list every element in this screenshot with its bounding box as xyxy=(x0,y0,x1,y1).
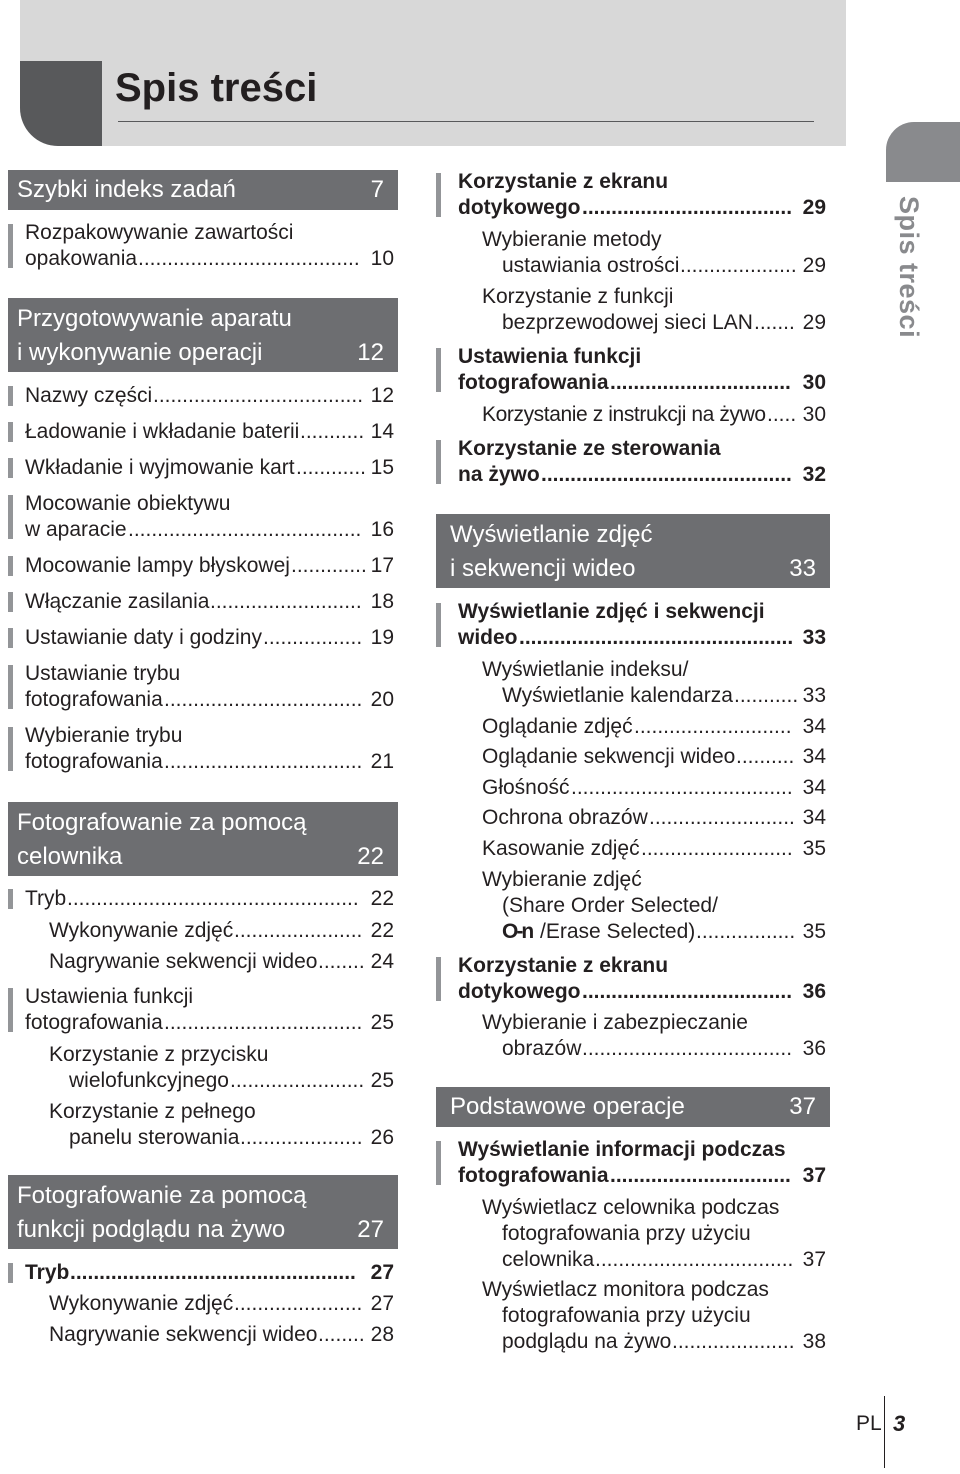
entry-page: 36 xyxy=(802,1037,826,1060)
toc-subentry[interactable] xyxy=(436,402,826,428)
toc-subentry[interactable] xyxy=(436,1195,826,1273)
entry-page: 28 xyxy=(370,1323,394,1346)
entry-leader: ....................... xyxy=(230,1069,365,1092)
entry-page: 29 xyxy=(802,254,826,277)
entry-title: Wybieranie metody xyxy=(482,228,662,251)
entry-leader: ................................................. xyxy=(70,1261,356,1284)
entry-title: Mocowanie obiektywu xyxy=(25,492,231,515)
entry-leader: .................................... xyxy=(582,980,793,1003)
entry-leader: ........................................... xyxy=(541,463,792,486)
entry-leader: ..................... xyxy=(240,1126,363,1149)
entry-page: 29 xyxy=(802,311,826,334)
protect-key-icon: O-n xyxy=(502,920,533,943)
entry-page: 38 xyxy=(802,1330,826,1353)
entry-title: Korzystanie z instrukcji na żywo xyxy=(482,403,766,426)
entry-bar xyxy=(8,628,13,648)
entry-bar xyxy=(8,665,13,709)
entry-title: Ładowanie i wkładanie baterii xyxy=(25,420,300,443)
entry-title: Ustawienia funkcji xyxy=(25,985,194,1008)
entry-leader: ................. xyxy=(263,626,363,649)
page-title: Spis treści xyxy=(115,66,318,110)
entry-title-line2: wideo xyxy=(458,626,518,649)
toc-subentry[interactable] xyxy=(436,744,826,770)
section-title-line2: celownika xyxy=(17,843,123,870)
entry-title-line2: w aparacie xyxy=(25,518,127,541)
entry-page: 26 xyxy=(370,1126,394,1149)
entry-title: Korzystanie z przycisku xyxy=(49,1043,269,1066)
entry-page: 22 xyxy=(370,919,394,942)
section-title: Przygotowywanie aparatu xyxy=(17,305,292,332)
entry-leader: ............................................... xyxy=(519,626,794,649)
entry-bar xyxy=(8,988,13,1032)
entry-leader: .................................... xyxy=(582,1037,793,1060)
toc-entry[interactable] xyxy=(436,599,826,651)
entry-bar xyxy=(436,440,441,484)
entry-title: Mocowanie lampy błyskowej xyxy=(25,554,290,577)
toc-entry[interactable] xyxy=(8,723,394,775)
entry-title-line2: panelu sterowania xyxy=(69,1126,240,1149)
section-page: 22 xyxy=(357,843,384,870)
entry-title: Nagrywanie sekwencji wideo xyxy=(49,1323,318,1346)
entry-page: 25 xyxy=(370,1069,394,1092)
footer-page-number: 3 xyxy=(893,1411,906,1436)
section-title: Fotografowanie za pomocą xyxy=(17,809,307,836)
section-page: 7 xyxy=(370,176,384,203)
entry-title-line2: fotografowania xyxy=(25,1011,163,1034)
entry-title-line2: obrazów xyxy=(502,1037,582,1060)
entry-leader: ..... xyxy=(767,403,797,426)
entry-title: Wyświetlacz celownika podczas xyxy=(482,1196,780,1219)
toc-section[interactable] xyxy=(436,514,830,588)
entry-title: Kasowanie zdjęć xyxy=(482,837,640,860)
toc-entry[interactable] xyxy=(436,169,826,221)
entry-leader: ............ xyxy=(296,456,367,479)
entry-page: 18 xyxy=(370,590,394,613)
entry-page: 21 xyxy=(370,750,394,773)
entry-title: Nazwy części xyxy=(25,384,153,407)
entry-title: Wyświetlacz monitora podczas xyxy=(482,1278,769,1301)
section-page: 33 xyxy=(789,555,816,582)
entry-title-line2: (Share Order Selected/ xyxy=(502,894,718,917)
entry-title: Wykonywanie zdjęć xyxy=(49,919,234,942)
toc-section[interactable] xyxy=(8,170,398,210)
entry-title-line2: ustawiania ostrości xyxy=(502,254,680,277)
toc-entry[interactable] xyxy=(436,1137,826,1189)
entry-title: Tryb xyxy=(25,887,67,910)
side-tab xyxy=(886,122,960,182)
entry-leader: ......................... xyxy=(649,806,795,829)
entry-title: Wybieranie i zabezpieczanie xyxy=(482,1011,748,1034)
section-title: Szybki indeks zadań xyxy=(17,176,236,203)
entry-page: 30 xyxy=(802,371,826,394)
entry-title-line2: wielofunkcyjnego xyxy=(69,1069,229,1092)
entry-title: Nagrywanie sekwencji wideo xyxy=(49,950,318,973)
entry-title-line2: fotografowania xyxy=(458,371,609,394)
entry-bar xyxy=(8,1263,13,1283)
entry-page: 34 xyxy=(802,806,826,829)
toc-entry[interactable] xyxy=(8,419,394,445)
entry-title: Wybieranie trybu xyxy=(25,724,183,747)
entry-title-line2: dotykowego xyxy=(458,196,581,219)
entry-leader: ............. xyxy=(291,554,367,577)
entry-page: 35 xyxy=(802,920,826,943)
entry-bar xyxy=(8,556,13,576)
entry-bar xyxy=(436,348,441,392)
entry-leader: ................. xyxy=(696,920,796,943)
entry-page: 25 xyxy=(370,1011,394,1034)
toc-entry[interactable] xyxy=(436,344,826,396)
entry-page: 34 xyxy=(802,776,826,799)
entry-title-line2: fotografowania przy użyciu xyxy=(502,1222,751,1245)
entry-page: 36 xyxy=(802,980,826,1003)
entry-title-line2: bezprzewodowej sieci LAN xyxy=(502,311,753,334)
entry-title: Wkładanie i wyjmowanie kart xyxy=(25,456,295,479)
entry-bar xyxy=(436,1141,441,1185)
section-title: Podstawowe operacje xyxy=(450,1093,685,1120)
entry-leader: ............................... xyxy=(610,1164,791,1187)
entry-title: Ustawianie trybu xyxy=(25,662,181,685)
entry-page: 20 xyxy=(370,688,394,711)
entry-title: Korzystanie z ekranu xyxy=(458,170,669,193)
entry-title: Ustawianie daty i godziny xyxy=(25,626,262,649)
entry-title: Korzystanie ze sterowania xyxy=(458,437,721,460)
entry-page: 33 xyxy=(802,684,826,707)
toc-subentry[interactable] xyxy=(8,1322,394,1348)
toc-entry[interactable] xyxy=(8,383,394,409)
footer-language: PL xyxy=(856,1412,882,1435)
entry-page: 33 xyxy=(802,626,826,649)
toc-section[interactable] xyxy=(8,802,398,876)
toc-entry[interactable] xyxy=(8,625,394,651)
toc-subentry[interactable] xyxy=(436,714,826,740)
entry-title-line2: na żywo xyxy=(458,463,540,486)
entry-title: Oglądanie sekwencji wideo xyxy=(482,745,736,768)
entry-leader: ..................... xyxy=(672,1330,795,1353)
entry-page: 37 xyxy=(802,1248,826,1271)
entry-leader: ...................... xyxy=(234,919,363,942)
toc-section[interactable] xyxy=(436,1087,830,1127)
entry-page: 34 xyxy=(802,745,826,768)
entry-leader: .................................... xyxy=(582,196,793,219)
title-rule xyxy=(118,121,814,122)
entry-page: 14 xyxy=(370,420,394,443)
entry-title-line3: podglądu na żywo xyxy=(502,1330,672,1353)
entry-page: 27 xyxy=(370,1261,394,1284)
toc-entry[interactable] xyxy=(436,436,826,488)
entry-leader: .......... xyxy=(736,745,795,768)
toc-subentry[interactable] xyxy=(8,1291,394,1317)
section-page: 37 xyxy=(789,1093,816,1120)
entry-bar xyxy=(8,422,13,442)
entry-leader: ............................... xyxy=(610,371,791,394)
toc-entry[interactable] xyxy=(8,455,394,481)
entry-title: Głośność xyxy=(482,776,570,799)
entry-page: 19 xyxy=(370,626,394,649)
entry-title: Wyświetlanie indeksu/ xyxy=(482,658,689,681)
entry-page: 22 xyxy=(370,887,394,910)
entry-bar xyxy=(8,727,13,771)
entry-leader: .................................................. xyxy=(67,887,359,910)
toc-entry[interactable] xyxy=(436,953,826,1005)
toc-subentry[interactable] xyxy=(436,1277,826,1355)
entry-title-line2: fotografowania xyxy=(25,750,163,773)
section-title-line2: i wykonywanie operacji xyxy=(17,339,263,366)
entry-page: 24 xyxy=(370,950,394,973)
entry-title: Ochrona obrazów xyxy=(482,806,648,829)
entry-leader: ...................................... xyxy=(571,776,793,799)
section-page: 12 xyxy=(357,339,384,366)
toc-subentry[interactable] xyxy=(8,1042,394,1094)
entry-leader: ........... xyxy=(300,420,365,443)
entry-title-line2: opakowania xyxy=(25,247,138,270)
toc-subentry[interactable] xyxy=(436,867,826,945)
toc-subentry[interactable] xyxy=(8,949,394,975)
entry-bar xyxy=(8,592,13,612)
entry-title: Oglądanie zdjęć xyxy=(482,715,633,738)
entry-leader: .................................. xyxy=(164,750,363,773)
entry-bar xyxy=(8,889,13,909)
entry-bar xyxy=(436,603,441,647)
toc-subentry[interactable] xyxy=(436,657,826,709)
entry-page: 29 xyxy=(802,196,826,219)
toc-subentry[interactable] xyxy=(436,284,826,336)
entry-title-line2: Wyświetlanie kalendarza xyxy=(502,684,733,707)
toc-entry[interactable] xyxy=(8,220,394,272)
entry-title: Wyświetlanie informacji podczas xyxy=(458,1138,786,1161)
entry-leader: ........ xyxy=(318,950,365,973)
entry-title: Korzystanie z pełnego xyxy=(49,1100,256,1123)
toc-entry[interactable] xyxy=(8,491,394,543)
toc-subentry[interactable] xyxy=(8,918,394,944)
entry-leader: ........... xyxy=(734,684,799,707)
entry-leader: ........................... xyxy=(634,715,792,738)
toc-subentry[interactable] xyxy=(436,836,826,862)
entry-title: Wykonywanie zdjęć xyxy=(49,1292,234,1315)
entry-leader: .................................... xyxy=(153,384,364,407)
entry-leader: .................................. xyxy=(164,688,363,711)
entry-leader: .................................. xyxy=(595,1248,794,1271)
entry-page: 35 xyxy=(802,837,826,860)
entry-title-line2: dotykowego xyxy=(458,980,581,1003)
entry-title: Włączanie zasilania xyxy=(25,590,210,613)
toc-entry[interactable] xyxy=(8,984,394,1036)
section-title: Fotografowanie za pomocą xyxy=(17,1182,307,1209)
entry-title: Wybieranie zdjęć xyxy=(482,868,642,891)
toc-subentry[interactable] xyxy=(436,1010,826,1062)
section-title-line2: funkcji podglądu na żywo xyxy=(17,1216,286,1243)
entry-bar xyxy=(8,386,13,406)
entry-leader: .................................. xyxy=(164,1011,363,1034)
entry-page: 15 xyxy=(370,456,394,479)
entry-page: 34 xyxy=(802,715,826,738)
entry-page: 32 xyxy=(802,463,826,486)
entry-bar xyxy=(8,495,13,539)
side-label: Spis treści xyxy=(894,196,924,339)
entry-leader: ........ xyxy=(318,1323,365,1346)
entry-leader: .......................... xyxy=(210,590,362,613)
toc-section[interactable] xyxy=(8,298,398,372)
entry-leader: ...................................... xyxy=(138,247,360,270)
toc-subentry[interactable] xyxy=(436,805,826,831)
entry-title: Tryb xyxy=(25,1261,70,1284)
entry-bar xyxy=(8,224,13,268)
entry-leader: ....... xyxy=(754,311,795,334)
entry-title-line2: fotografowania xyxy=(25,688,163,711)
footer-rule xyxy=(884,1396,885,1468)
entry-bar xyxy=(436,957,441,1001)
entry-page: 16 xyxy=(370,518,394,541)
toc-entry[interactable] xyxy=(8,886,394,912)
toc-entry[interactable] xyxy=(8,553,394,579)
entry-bar xyxy=(436,173,441,217)
entry-title-line2: fotografowania przy użyciu xyxy=(502,1304,751,1327)
toc-section[interactable] xyxy=(8,1175,398,1249)
entry-bar xyxy=(8,458,13,478)
entry-title: Korzystanie z ekranu xyxy=(458,954,669,977)
entry-leader: ........................................ xyxy=(128,518,362,541)
entry-title-line3: celownika xyxy=(502,1248,595,1271)
entry-title: Korzystanie z funkcji xyxy=(482,285,674,308)
entry-title: Wyświetlanie zdjęć i sekwencji xyxy=(458,600,765,623)
toc-subentry[interactable] xyxy=(436,775,826,801)
section-page: 27 xyxy=(357,1216,384,1243)
entry-page: 12 xyxy=(370,384,394,407)
entry-leader: .......................... xyxy=(641,837,793,860)
entry-title-line3: /Erase Selected) xyxy=(540,920,696,943)
toc-subentry[interactable] xyxy=(8,1099,394,1151)
entry-title: Rozpakowywanie zawartości xyxy=(25,221,294,244)
entry-page: 30 xyxy=(802,403,826,426)
entry-page: 37 xyxy=(802,1164,826,1187)
toc-entry[interactable] xyxy=(8,589,394,615)
toc-entry[interactable] xyxy=(8,661,394,713)
entry-leader: .................... xyxy=(680,254,797,277)
entry-title: Ustawienia funkcji xyxy=(458,345,642,368)
entry-leader: ...................... xyxy=(234,1292,363,1315)
toc-subentry[interactable] xyxy=(436,227,826,279)
entry-title-line2: fotografowania xyxy=(458,1164,609,1187)
entry-page: 17 xyxy=(370,554,394,577)
section-title-line2: i sekwencji wideo xyxy=(450,555,636,582)
section-title: Wyświetlanie zdjęć xyxy=(450,521,653,548)
entry-page: 10 xyxy=(370,247,394,270)
header-tab xyxy=(20,61,102,146)
entry-page: 27 xyxy=(370,1292,394,1315)
toc-entry[interactable] xyxy=(8,1260,394,1286)
